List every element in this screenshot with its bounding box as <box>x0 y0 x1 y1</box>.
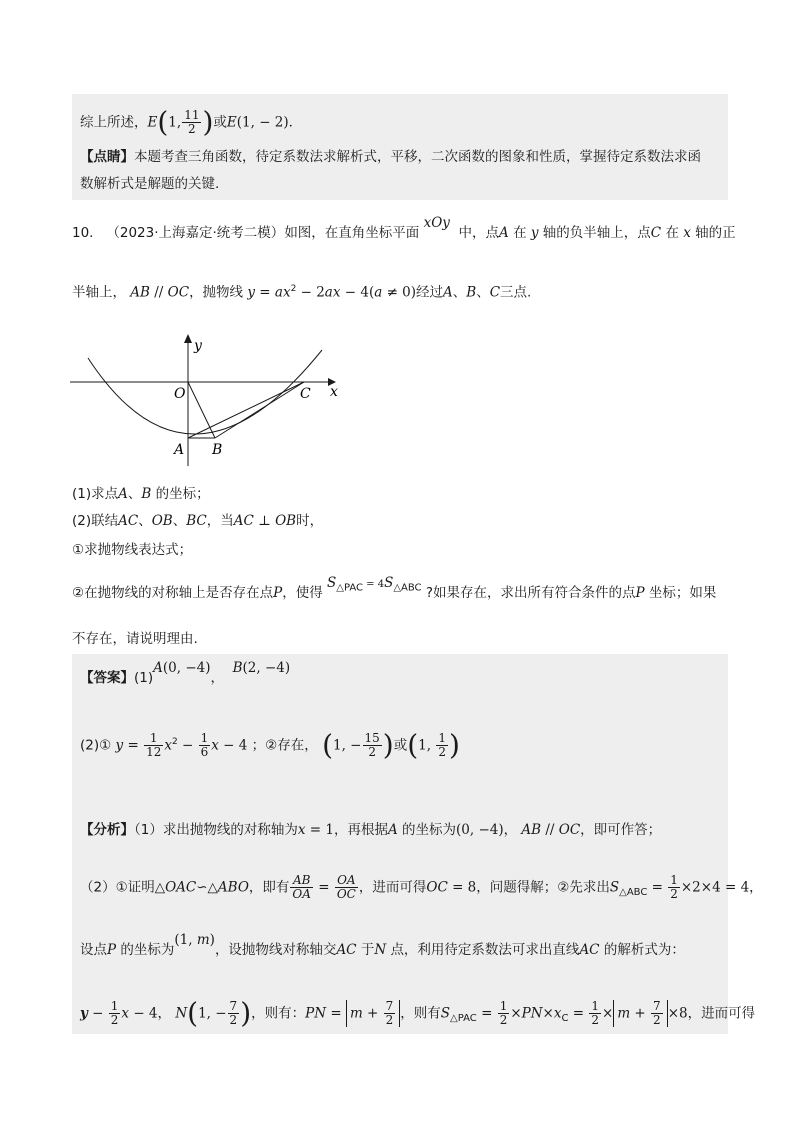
label-O: O <box>174 386 186 402</box>
analysis-line-3: 设点P 的坐标为(1, m)，设抛物线对称轴交AC 于N 点，利用待定系数法可求出直线AC 的解析式为： <box>80 932 685 958</box>
segment-AC <box>188 382 304 438</box>
segment-BC <box>215 382 304 438</box>
question-line-2: 半轴上， AB // OC，抛物线 $y = ax^2 - 2ax - 4(a \ne 0)$经过A、B、C三点. <box>72 284 532 301</box>
question-block <box>72 205 736 315</box>
summary-line: 综上所述，E(1, $\frac{11}{2}$ )或E(1, − 2)． <box>80 105 303 139</box>
segment-OB <box>188 382 215 438</box>
answer-line-2: (2)① y = $\frac{1}{12}$ $x^2$ − $\frac{1}{6}$ x − 4 ；②存在， (1, − $\frac{15}{2}$ )或(1, $\frac{1}{2}$ ) <box>80 728 460 762</box>
parabola-figure <box>70 330 370 470</box>
analysis-line-4: y − $\frac{1}{2}$ x − 4， N(1, − $\frac{7}{2}$ )，则有：PN = m + $\frac{7}{2}$ ，则有$S_{\triangle PAC}$ = $\frac{1}{2}$ $\times PN\times x_C$ = $\frac{1}{2}$ × m + $\frac{7}{2}$ ×8，进而可得 <box>80 996 756 1030</box>
label-B: B <box>212 442 223 458</box>
part-1: (1)求点A、B 的坐标； <box>72 486 210 502</box>
label-y: y <box>194 338 202 354</box>
analysis-line-2: （2）①证明△OAC∽△ABO，即有 $\frac{AB}{OA}$ = $\frac{OA}{OC}$ ，进而可得OC = 8，问题得解；②先求出$S_{\triangle ABC}$ = $\frac{1}{2}$ ×2×4 = 4， <box>80 873 763 901</box>
answer-line-1: 【答案】(1)A(0, −4)， B(2, −4) <box>80 660 291 686</box>
label-A: A <box>174 442 185 458</box>
parabola-curve <box>88 350 322 434</box>
y-axis-arrow <box>184 334 192 343</box>
answer-block <box>72 654 763 1034</box>
part-2: (2)联结AC、OB、BC，当AC ⊥ OB时， <box>72 513 324 529</box>
label-x: x <box>330 384 338 400</box>
part-2-ii: ②在抛物线的对称轴上是否存在点P，使得 $S_{\triangle PAC} = 4S_{\triangle ABC}$ ?如果存在，求出所有符合条件的点P 坐标；如果 <box>72 575 717 601</box>
point-line-2: 数解析式是解题的关键. <box>80 176 220 192</box>
point-line-1: 【点睛】本题考查三角函数，待定系数法求解析式，平移，二次函数的图象和性质，掌握待定系数法求函 <box>80 149 701 165</box>
part-2-ii-cont: 不存在，请说明理由. <box>72 631 198 647</box>
label-C: C <box>300 386 311 402</box>
part-2-i: ①求抛物线表达式； <box>72 542 193 558</box>
summary-block <box>72 94 728 200</box>
parts-block <box>72 480 728 650</box>
question-line-1: 10. （2023·上海嘉定·统考二模）如图，在直角坐标平面 xOy 中，点A 在 y 轴的负半轴上，点C 在 x 轴的正 <box>72 215 736 241</box>
analysis-line-1: 【分析】（1）求出抛物线的对称轴为x = 1，再根据A 的坐标为(0, −4)， AB // OC，即可作答； <box>80 822 662 838</box>
